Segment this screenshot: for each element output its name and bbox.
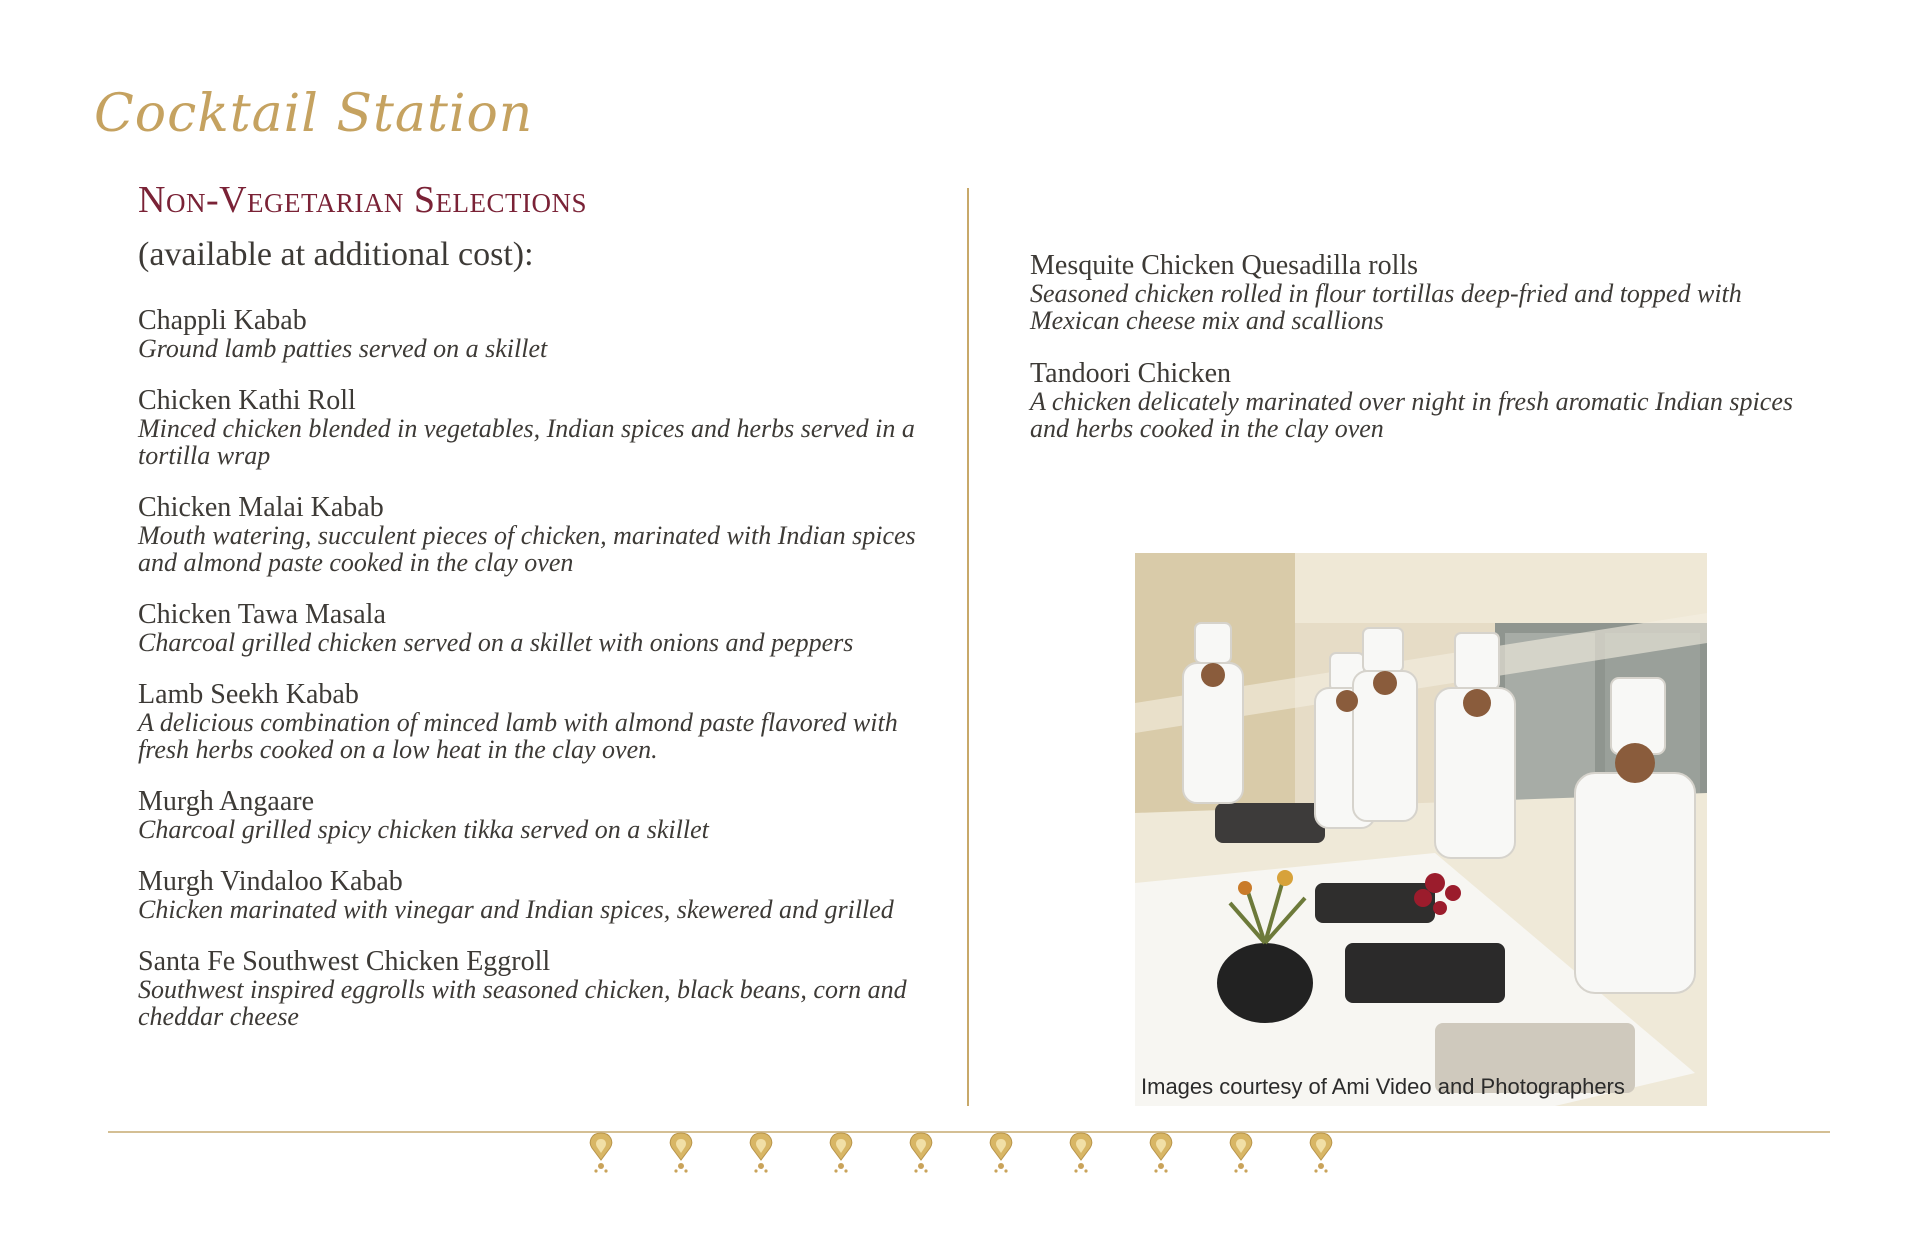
chefs-photo-illustration <box>1135 553 1707 1106</box>
menu-item-description: Charcoal grilled chicken served on a skillet with onions and peppers <box>138 628 854 657</box>
menu-item <box>138 600 928 656</box>
menu-item <box>138 386 928 469</box>
gold-drop-ornament-icon <box>906 1130 936 1174</box>
menu-item <box>1030 251 1830 334</box>
column-divider <box>967 188 969 1106</box>
menu-item <box>1030 359 1830 442</box>
menu-item-description: Minced chicken blended in vegetables, Indian spices and herbs served in a tortilla wrap <box>138 414 915 470</box>
menu-item <box>138 680 928 763</box>
menu-item-name: Chicken Malai Kabab <box>138 492 384 523</box>
menu-item-description: Charcoal grilled spicy chicken tikka served on a skillet <box>138 815 709 844</box>
footer-ornaments <box>586 1130 1346 1178</box>
menu-item <box>138 306 928 362</box>
gold-drop-ornament-icon <box>746 1130 776 1174</box>
menu-item-name: Chicken Kathi Roll <box>138 385 356 416</box>
gold-drop-ornament-icon <box>1146 1130 1176 1174</box>
menu-item <box>138 947 928 1030</box>
menu-item-description: A chicken delicately marinated over night in fresh aromatic Indian spices and herbs cooked in the clay oven <box>1030 387 1793 443</box>
right-menu-column <box>1030 251 1830 467</box>
chefs-photo <box>1135 553 1707 1106</box>
menu-item-name: Santa Fe Southwest Chicken Eggroll <box>138 946 551 977</box>
left-menu-column <box>138 306 928 1054</box>
photo-credit: Images courtesy of Ami Video and Photographers <box>1141 1074 1625 1099</box>
menu-item-name: Tandoori Chicken <box>1030 358 1231 389</box>
menu-item-description: Chicken marinated with vinegar and Indian spices, skewered and grilled <box>138 895 894 924</box>
gold-drop-ornament-icon <box>1066 1130 1096 1174</box>
menu-item-description: Seasoned chicken rolled in flour tortillas deep-fried and topped with Mexican cheese mix and scallions <box>1030 279 1742 335</box>
gold-drop-ornament-icon <box>666 1130 696 1174</box>
menu-item-name: Chicken Tawa Masala <box>138 599 386 630</box>
gold-drop-ornament-icon <box>586 1130 616 1174</box>
section-heading: Non-Vegetarian Selections <box>138 179 587 221</box>
gold-drop-ornament-icon <box>986 1130 1016 1174</box>
section-subheading: (available at additional cost): <box>138 236 534 273</box>
menu-item-description: Ground lamb patties served on a skillet <box>138 334 548 363</box>
menu-item-description: A delicious combination of minced lamb with almond paste flavored with fresh herbs cooked on a low heat in the clay oven. <box>138 708 898 764</box>
menu-item-description: Mouth watering, succulent pieces of chicken, marinated with Indian spices and almond paste cooked in the clay oven <box>138 521 916 577</box>
gold-drop-ornament-icon <box>1306 1130 1336 1174</box>
menu-item-name: Chappli Kabab <box>138 305 307 336</box>
menu-item-description: Southwest inspired eggrolls with seasoned chicken, black beans, corn and cheddar cheese <box>138 975 907 1031</box>
gold-drop-ornament-icon <box>826 1130 856 1174</box>
page-title: Cocktail Station <box>94 84 534 144</box>
menu-item <box>138 493 928 576</box>
gold-drop-ornament-icon <box>1226 1130 1256 1174</box>
menu-item <box>138 867 928 923</box>
menu-item-name: Murgh Angaare <box>138 786 314 817</box>
menu-item-name: Mesquite Chicken Quesadilla rolls <box>1030 250 1419 281</box>
menu-item-name: Lamb Seekh Kabab <box>138 679 359 710</box>
menu-item-name: Murgh Vindaloo Kabab <box>138 866 403 897</box>
menu-item <box>138 787 928 843</box>
